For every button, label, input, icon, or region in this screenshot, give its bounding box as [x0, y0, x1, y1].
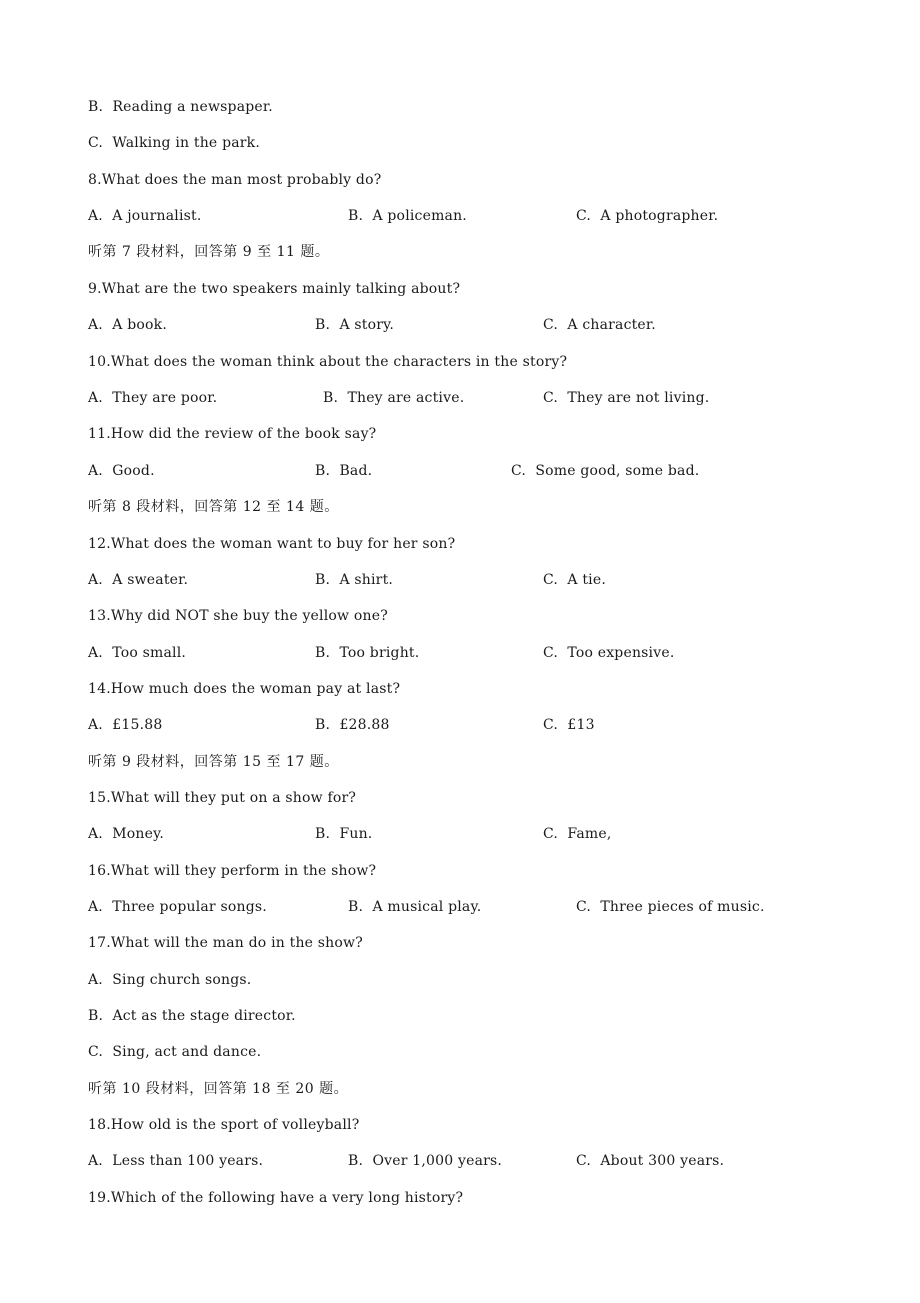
option-a: A. Less than 100 years.	[88, 1153, 264, 1169]
section-heading-9: 听第 9 段材料，回答第 15 至 17 题。	[88, 754, 339, 770]
options-row-q16	[88, 897, 765, 917]
question-11: 11.How did the review of the book say?	[88, 426, 377, 442]
option-c: C. They are not living.	[543, 390, 710, 406]
question-14: 14.How much does the woman pay at last?	[88, 681, 401, 697]
question-18: 18.How old is the sport of volleyball?	[88, 1117, 360, 1133]
question-19: 19.Which of the following have a very long history?	[88, 1190, 464, 1206]
option-a: A. A book.	[88, 317, 167, 333]
option-line: B. Reading a newspaper.	[88, 99, 273, 115]
option-c: C. Some good, some bad.	[511, 463, 700, 479]
question-16: 16.What will they perform in the show?	[88, 863, 377, 879]
section-heading-10: 听第 10 段材料，回答第 18 至 20 题。	[88, 1081, 349, 1097]
option-c: C. A character.	[543, 317, 656, 333]
section-heading-7: 听第 7 段材料，回答第 9 至 11 题。	[88, 244, 330, 260]
option-a: A. Three popular songs.	[88, 899, 267, 915]
option-b: B. Over 1,000 years.	[348, 1153, 503, 1169]
option-a: A. A journalist.	[88, 208, 202, 224]
option-line: A. Sing church songs.	[88, 972, 252, 988]
option-a: A. Good.	[88, 463, 155, 479]
options-row-q8	[88, 206, 719, 226]
question-9: 9.What are the two speakers mainly talking about?	[88, 281, 461, 297]
question-10: 10.What does the woman think about the characters in the story?	[88, 354, 568, 370]
option-c: C. A tie.	[543, 572, 606, 588]
option-b: B. Too bright.	[315, 645, 420, 661]
options-row-q11	[88, 461, 700, 481]
question-13: 13.Why did NOT she buy the yellow one?	[88, 608, 388, 624]
option-c: C. £13	[543, 717, 595, 733]
option-a: A. £15.88	[88, 717, 163, 733]
section-heading-8: 听第 8 段材料，回答第 12 至 14 题。	[88, 499, 339, 515]
option-c: C. Fame,	[543, 826, 612, 842]
option-a: A. Money.	[88, 826, 165, 842]
option-a: A. A sweater.	[88, 572, 189, 588]
option-a: A. Too small.	[88, 645, 187, 661]
options-row-q15	[88, 824, 612, 844]
option-c: C. Three pieces of music.	[576, 899, 765, 915]
options-row-q9	[88, 315, 656, 335]
option-b: B. They are active.	[323, 390, 465, 406]
options-row-q10	[88, 388, 710, 408]
option-b: B. Fun.	[315, 826, 373, 842]
option-c: C. Too expensive.	[543, 645, 675, 661]
option-b: B. A story.	[315, 317, 395, 333]
options-row-q14	[88, 715, 595, 735]
option-b: B. Bad.	[315, 463, 373, 479]
question-12: 12.What does the woman want to buy for her son?	[88, 536, 456, 552]
option-c: C. About 300 years.	[576, 1153, 725, 1169]
option-c: C. A photographer.	[576, 208, 719, 224]
option-a: A. They are poor.	[88, 390, 218, 406]
option-line: C. Walking in the park.	[88, 135, 261, 151]
option-b: B. £28.88	[315, 717, 390, 733]
option-b: B. A policeman.	[348, 208, 467, 224]
question-17: 17.What will the man do in the show?	[88, 935, 363, 951]
question-8: 8.What does the man most probably do?	[88, 172, 382, 188]
options-row-q13	[88, 643, 675, 663]
option-b: B. A musical play.	[348, 899, 482, 915]
question-15: 15.What will they put on a show for?	[88, 790, 357, 806]
option-line: B. Act as the stage director.	[88, 1008, 296, 1024]
option-b: B. A shirt.	[315, 572, 394, 588]
option-line: C. Sing, act and dance.	[88, 1044, 262, 1060]
options-row-q12	[88, 570, 606, 590]
options-row-q18	[88, 1151, 725, 1171]
